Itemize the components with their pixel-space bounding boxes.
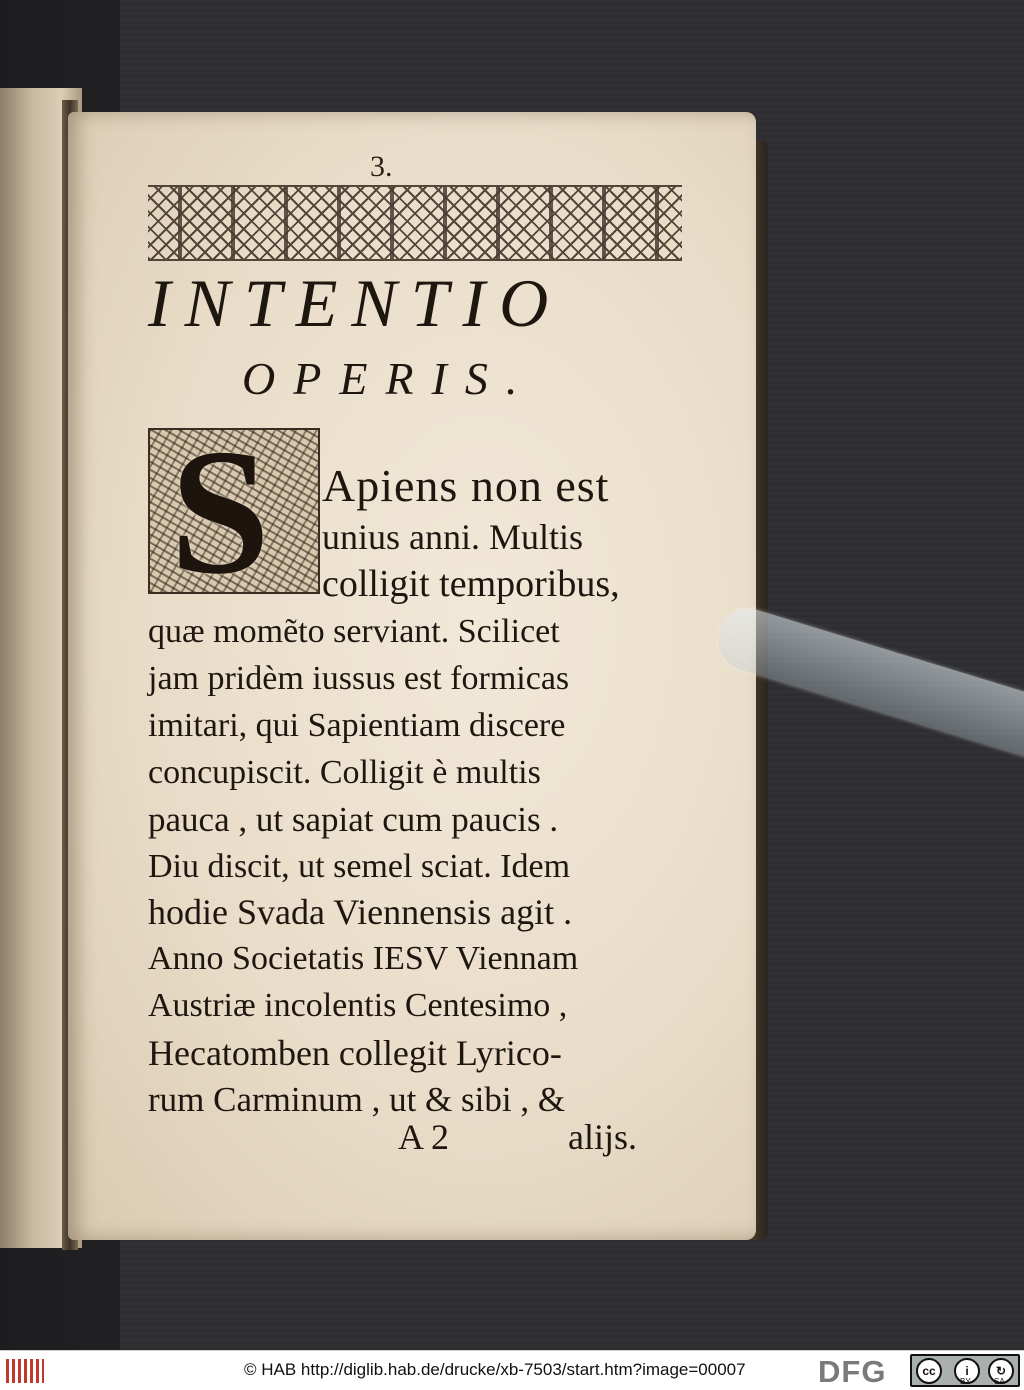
copyright-link[interactable]: © HAB http://diglib.hab.de/drucke/xb-7503/start.htm?image=00007	[244, 1360, 746, 1379]
text-line-5: jam pridèm iussus est formicas	[148, 660, 570, 697]
cc-by-label: BY	[960, 1377, 971, 1386]
text-line-9: Diu discit, ut semel sciat. Idem	[148, 848, 571, 885]
cc-icon: cc	[916, 1358, 942, 1384]
signature-mark: A 2	[398, 1117, 450, 1157]
cc-sa-label: SA	[994, 1377, 1005, 1386]
dfg-logo: DFG	[818, 1354, 887, 1389]
page-title: INTENTIO	[148, 265, 563, 341]
text-line-14: rum Carminum , ut & sibi , &	[148, 1080, 566, 1119]
text-line-2: unius anni. Multis	[322, 517, 584, 557]
cc-license-badge[interactable]	[910, 1354, 1020, 1387]
text-line-4: quæ momẽto serviant. Scilicet	[148, 613, 560, 650]
text-line-12: Austriæ incolentis Centesimo ,	[148, 987, 568, 1024]
catchword: alijs.	[568, 1117, 637, 1157]
text-line-10: hodie Svada Viennensis agit .	[148, 892, 573, 932]
attribution-icon: i	[954, 1358, 980, 1384]
text-line-8: pauca , ut sapiat cum paucis .	[148, 800, 559, 839]
viewer-footer	[0, 1350, 1024, 1390]
text-line-1: Apiens non est	[322, 460, 610, 511]
text-line-6: imitari, qui Sapientiam discere	[148, 707, 566, 744]
text-line-13: Hecatomben collegit Lyrico-	[148, 1033, 562, 1073]
initial-letter: S	[170, 428, 271, 594]
text-line-11: Anno Societatis IESV Viennam	[148, 940, 579, 977]
ornamental-headpiece	[148, 185, 682, 261]
text-line-3: colligit temporibus,	[322, 563, 620, 605]
share-alike-icon: ↻	[988, 1358, 1014, 1384]
decorated-initial	[148, 428, 320, 594]
hab-logo-icon	[6, 1359, 44, 1383]
page-number: 3.	[370, 150, 393, 183]
text-line-7: concupiscit. Colligit è multis	[148, 754, 541, 791]
page-subtitle: OPERIS.	[242, 353, 536, 404]
